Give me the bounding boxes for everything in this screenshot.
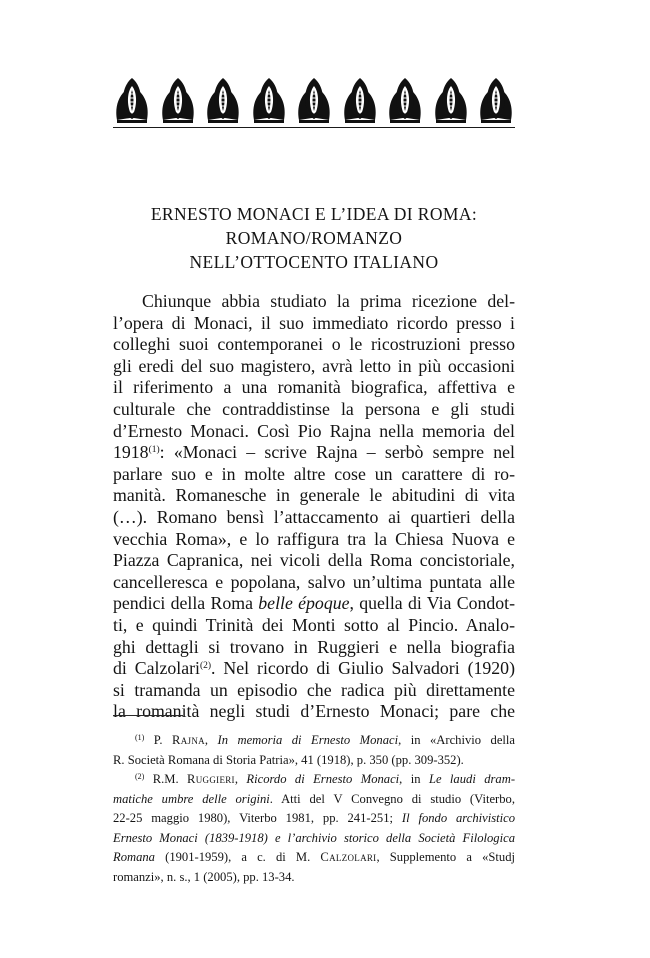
body-line: parlare suo e in molte altre cose un carattere di ro- <box>113 463 515 484</box>
work-title: Ernesto Monaci (1839-1918) e l’archivio storico della Società Filologica <box>113 830 515 845</box>
body-line: vecchia Roma», e lo raffigura tra la Chiesa Nuova e <box>113 528 515 549</box>
body-line: Piazza Capranica, nei vicoli della Roma concistoriale, <box>113 550 515 571</box>
body-line: cancelleresca e popolana, salvo un’ultima puntata alle <box>113 571 515 592</box>
work-title: Romana <box>113 850 155 864</box>
footnote-ref-1[interactable]: (1) <box>148 445 160 456</box>
footnote-2-line: romanzi», n. s., 1 (2005), pp. 13-34. <box>113 869 295 884</box>
work-title: In memoria di Ernesto Monaci <box>217 733 399 747</box>
footnote-text: , in «Archivio della <box>398 733 515 747</box>
body-text-segment: di Calzolari <box>113 658 200 679</box>
lotus-ornament-icon <box>477 74 515 124</box>
footnote-ref-2[interactable]: (2) <box>199 661 212 672</box>
lotus-ornament-icon <box>250 74 288 124</box>
work-title: Le laudi dram- <box>428 772 516 786</box>
year-text: 1918 <box>113 442 149 463</box>
body-line <box>113 658 515 680</box>
footnote-1 <box>113 731 515 751</box>
body-line: d’Ernesto Monaci. Così Pio Rajna nella memoria del <box>113 420 515 441</box>
body-line <box>113 442 515 464</box>
footnote-text: , <box>204 733 218 747</box>
body-text-segment: : «Monaci – scrive Rajna – serbò sempre nel <box>159 442 515 463</box>
footnote-text: R.M. <box>144 772 188 786</box>
footnote-text: , in <box>399 772 429 786</box>
title-line-3: NELL’OTTOCENTO ITALIANO <box>189 252 439 272</box>
footnote-2-line <box>113 809 515 829</box>
footnote-text: P. <box>144 733 173 747</box>
footnote-2 <box>113 770 515 790</box>
footnote-separator <box>113 715 183 716</box>
footnote-2-line <box>113 790 515 810</box>
body-line <box>113 593 515 615</box>
lotus-ornament-icon <box>386 74 424 124</box>
body-line: culturale che contraddistinse la persona e gli studi <box>113 398 515 419</box>
lotus-ornament-icon <box>113 74 151 124</box>
body-line: l’opera di Monaci, il suo immediato ricordo presso i <box>113 312 515 333</box>
ornament-band <box>113 72 515 124</box>
body-line: manità. Romanesche in generale le abitudini di vita <box>113 485 515 506</box>
body-line: ti, e quindi Trinità dei Monti sotto al Pincio. Analo- <box>113 614 515 635</box>
body-line: Chiunque abbia studiato la prima ricezione del- <box>142 291 515 311</box>
footnote-text: , Supplemento a «Studj <box>376 850 515 864</box>
body-paragraph <box>113 291 515 723</box>
work-title: Il fondo archivistico <box>401 811 515 825</box>
footnote-2-line <box>113 848 515 868</box>
footnote-1-line: R. Società Romana di Storia Patria», 41 (1918), p. 350 (pp. 309-352). <box>113 752 464 767</box>
chapter-title <box>113 202 515 274</box>
body-line: gli eredi del suo magistero, avrà letto in più occasioni <box>113 355 515 376</box>
work-title: Ricordo di Ernesto Monaci <box>246 772 400 786</box>
body-text-segment: . Nel ricordo di Giulio Salvadori (1920) <box>211 658 515 679</box>
body-line: ghi dettagli si trovano in Ruggieri e nella biografia <box>113 636 515 657</box>
work-title: matiche umbre delle origini <box>113 791 270 806</box>
author-name: Calzolari <box>320 850 377 864</box>
author-name: Rajna <box>172 733 205 747</box>
footnote-mark: (1) <box>135 733 145 742</box>
footnote-mark: (2) <box>135 772 145 781</box>
body-text-segment: pendici della Roma <box>113 593 259 614</box>
body-line: (…). Romano bensì l’attaccamento ai quartieri della <box>113 506 515 527</box>
title-line-1: ERNESTO MONACI E L’IDEA DI ROMA: <box>150 204 478 224</box>
lotus-ornament-icon <box>432 74 470 124</box>
lotus-ornament-icon <box>204 74 242 124</box>
body-line: il riferimento a una romanità biografica, affettiva e <box>113 377 515 398</box>
footnote-text: , <box>234 772 247 786</box>
body-line: colleghi suoi contemporanei o le ricostruzioni presso <box>113 334 515 355</box>
body-line: si tramanda un episodio che radica più direttamente <box>113 679 515 700</box>
title-line-2: ROMANO/ROMANZO <box>225 228 403 248</box>
body-text-segment: , quella di Via Condot- <box>349 593 516 614</box>
footnote-text: 22-25 maggio 1980), Viterbo 1981, pp. 241-251; <box>113 811 402 825</box>
footnotes <box>113 731 515 887</box>
footnote-text: . Atti del V Convegno di studio (Viterbo, <box>269 791 515 806</box>
italic-phrase: belle époque <box>258 593 350 614</box>
footnote-text: (1901-1959), a c. di M. <box>154 850 321 864</box>
footnote-2-line <box>113 829 515 849</box>
body-line: la romanità negli studi d’Ernesto Monaci; pare che <box>113 701 515 722</box>
header-rule <box>113 127 515 128</box>
lotus-ornament-icon <box>295 74 333 124</box>
lotus-ornament-icon <box>341 74 379 124</box>
lotus-ornament-icon <box>159 74 197 124</box>
author-name: Ruggieri <box>187 772 235 786</box>
